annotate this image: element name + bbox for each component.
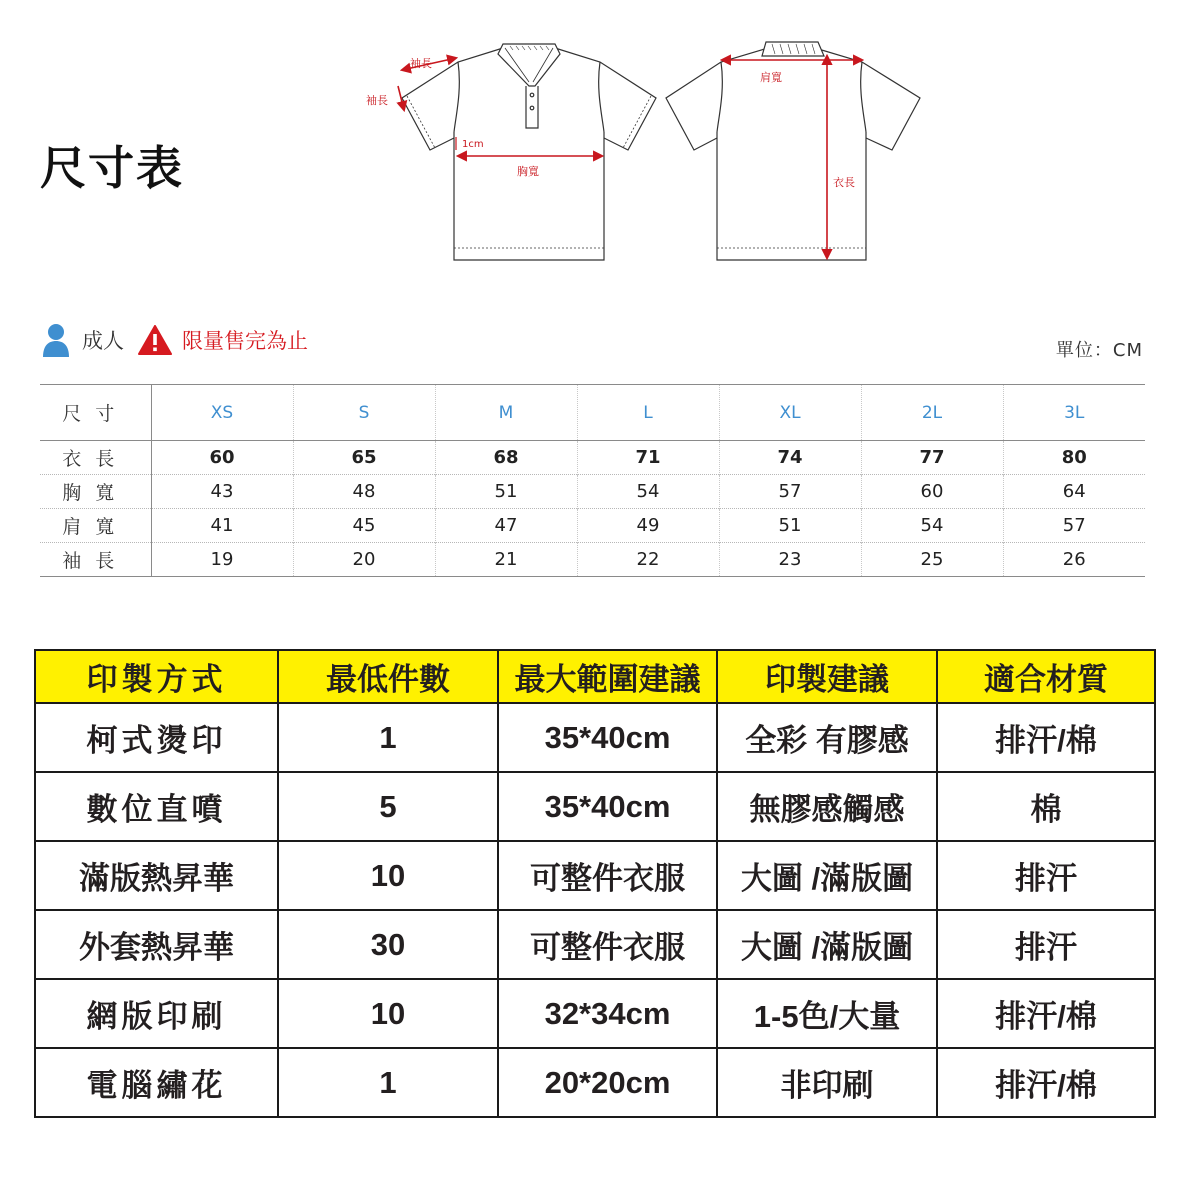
row-label-sleeve: 袖長: [40, 543, 151, 577]
table-cell: 60: [209, 447, 235, 468]
table-cell: 柯式燙印: [35, 703, 278, 772]
header-material: 適合材質: [937, 650, 1155, 703]
header-max-area: 最大範圍建議: [498, 650, 717, 703]
size-s-header: S: [293, 385, 435, 441]
size-xl-header: XL: [719, 385, 861, 441]
table-cell: 54: [577, 475, 719, 509]
table-cell: 47: [435, 509, 577, 543]
table-cell: 64: [1003, 475, 1145, 509]
print-header-row: [35, 650, 1155, 703]
table-cell: 可整件衣服: [498, 841, 717, 910]
table-cell: 可整件衣服: [498, 910, 717, 979]
table-cell: 68: [435, 441, 577, 475]
shoulder-label: 肩寬: [760, 71, 782, 84]
table-cell: 20*20cm: [498, 1048, 717, 1117]
header-min-quantity: 最低件數: [278, 650, 498, 703]
table-cell: 57: [719, 475, 861, 509]
table-cell: 22: [577, 543, 719, 577]
table-cell: 30: [278, 910, 498, 979]
table-cell: 10: [278, 841, 498, 910]
table-cell: 電腦繡花: [35, 1048, 278, 1117]
table-row: [35, 979, 1155, 1048]
table-row: [35, 910, 1155, 979]
table-cell: 49: [577, 509, 719, 543]
page-title: 尺寸表: [40, 141, 184, 195]
table-cell: 80: [1003, 441, 1145, 475]
back-shirt-outline: [666, 42, 920, 260]
table-cell: 無膠感觸感: [717, 772, 937, 841]
table-cell: 32*34cm: [498, 979, 717, 1048]
table-row: [35, 841, 1155, 910]
table-cell: 41: [210, 515, 234, 536]
size-header-row: [40, 385, 1145, 441]
table-cell: 1: [278, 703, 498, 772]
table-cell: 65: [293, 441, 435, 475]
table-row: [40, 475, 1145, 509]
table-row: [35, 772, 1155, 841]
size-m-header: M: [435, 385, 577, 441]
shirt-measurement-diagram: [0, 0, 1181, 300]
table-cell: 23: [719, 543, 861, 577]
size-xs-header: XS: [210, 402, 234, 423]
table-cell: 71: [577, 441, 719, 475]
size-header-label: 尺寸: [40, 385, 151, 441]
collar-gap-label: 1cm: [462, 139, 484, 150]
table-row: [40, 509, 1145, 543]
table-cell: 全彩 有膠感: [717, 703, 937, 772]
table-row: [35, 703, 1155, 772]
row-label-length: 衣長: [40, 441, 151, 475]
table-cell: 網版印刷: [35, 979, 278, 1048]
table-cell: 60: [861, 475, 1003, 509]
sleeve-left-label: 袖長: [366, 94, 388, 107]
table-cell: 74: [719, 441, 861, 475]
print-method-table: [34, 649, 1156, 1118]
table-cell: 非印刷: [717, 1048, 937, 1117]
table-cell: 1: [278, 1048, 498, 1117]
table-cell: 43: [210, 481, 234, 502]
table-cell: 51: [719, 509, 861, 543]
table-cell: 大圖 /滿版圖: [717, 841, 937, 910]
table-row: [40, 441, 1145, 475]
table-cell: 排汗/棉: [937, 979, 1155, 1048]
table-cell: 滿版熱昇華: [35, 841, 278, 910]
sleeve-top-label: 袖長: [410, 57, 432, 70]
person-icon: [42, 323, 70, 357]
limited-stock-note: 限量售完為止: [182, 329, 308, 353]
table-cell: 數位直噴: [35, 772, 278, 841]
table-row: [40, 543, 1145, 577]
row-label-shoulder: 肩寬: [40, 509, 151, 543]
row-label-chest: 胸寬: [40, 475, 151, 509]
front-shirt-outline: [402, 44, 656, 260]
table-cell: 排汗: [937, 841, 1155, 910]
table-cell: 19: [210, 549, 234, 570]
header-print-suggestion: 印製建議: [717, 650, 937, 703]
table-cell: 26: [1003, 543, 1145, 577]
table-cell: 1-5色/大量: [717, 979, 937, 1048]
table-cell: 排汗/棉: [937, 1048, 1155, 1117]
size-2l-header: 2L: [861, 385, 1003, 441]
size-chart: [40, 384, 1145, 577]
chest-label: 胸寬: [517, 165, 539, 178]
table-cell: 54: [861, 509, 1003, 543]
legend-row: [42, 322, 308, 358]
table-cell: 排汗: [937, 910, 1155, 979]
size-l-header: L: [577, 385, 719, 441]
table-cell: 25: [861, 543, 1003, 577]
table-cell: 5: [278, 772, 498, 841]
table-cell: 35*40cm: [498, 703, 717, 772]
length-label: 衣長: [833, 176, 855, 189]
table-cell: 排汗/棉: [937, 703, 1155, 772]
table-cell: 48: [293, 475, 435, 509]
table-cell: 外套熱昇華: [35, 910, 278, 979]
table-cell: 棉: [937, 772, 1155, 841]
table-row: [35, 1048, 1155, 1117]
table-cell: 35*40cm: [498, 772, 717, 841]
header-print-method: 印製方式: [35, 650, 278, 703]
table-cell: 大圖 /滿版圖: [717, 910, 937, 979]
adult-label: 成人: [82, 329, 124, 353]
table-cell: 57: [1003, 509, 1145, 543]
table-cell: 45: [293, 509, 435, 543]
table-cell: 21: [435, 543, 577, 577]
measure-lines: [398, 56, 862, 258]
table-cell: 51: [435, 475, 577, 509]
unit-label: 單位：CM: [1055, 340, 1143, 361]
warning-icon: [138, 325, 172, 355]
table-cell: 20: [293, 543, 435, 577]
size-3l-header: 3L: [1003, 385, 1145, 441]
table-cell: 77: [861, 441, 1003, 475]
table-cell: 10: [278, 979, 498, 1048]
